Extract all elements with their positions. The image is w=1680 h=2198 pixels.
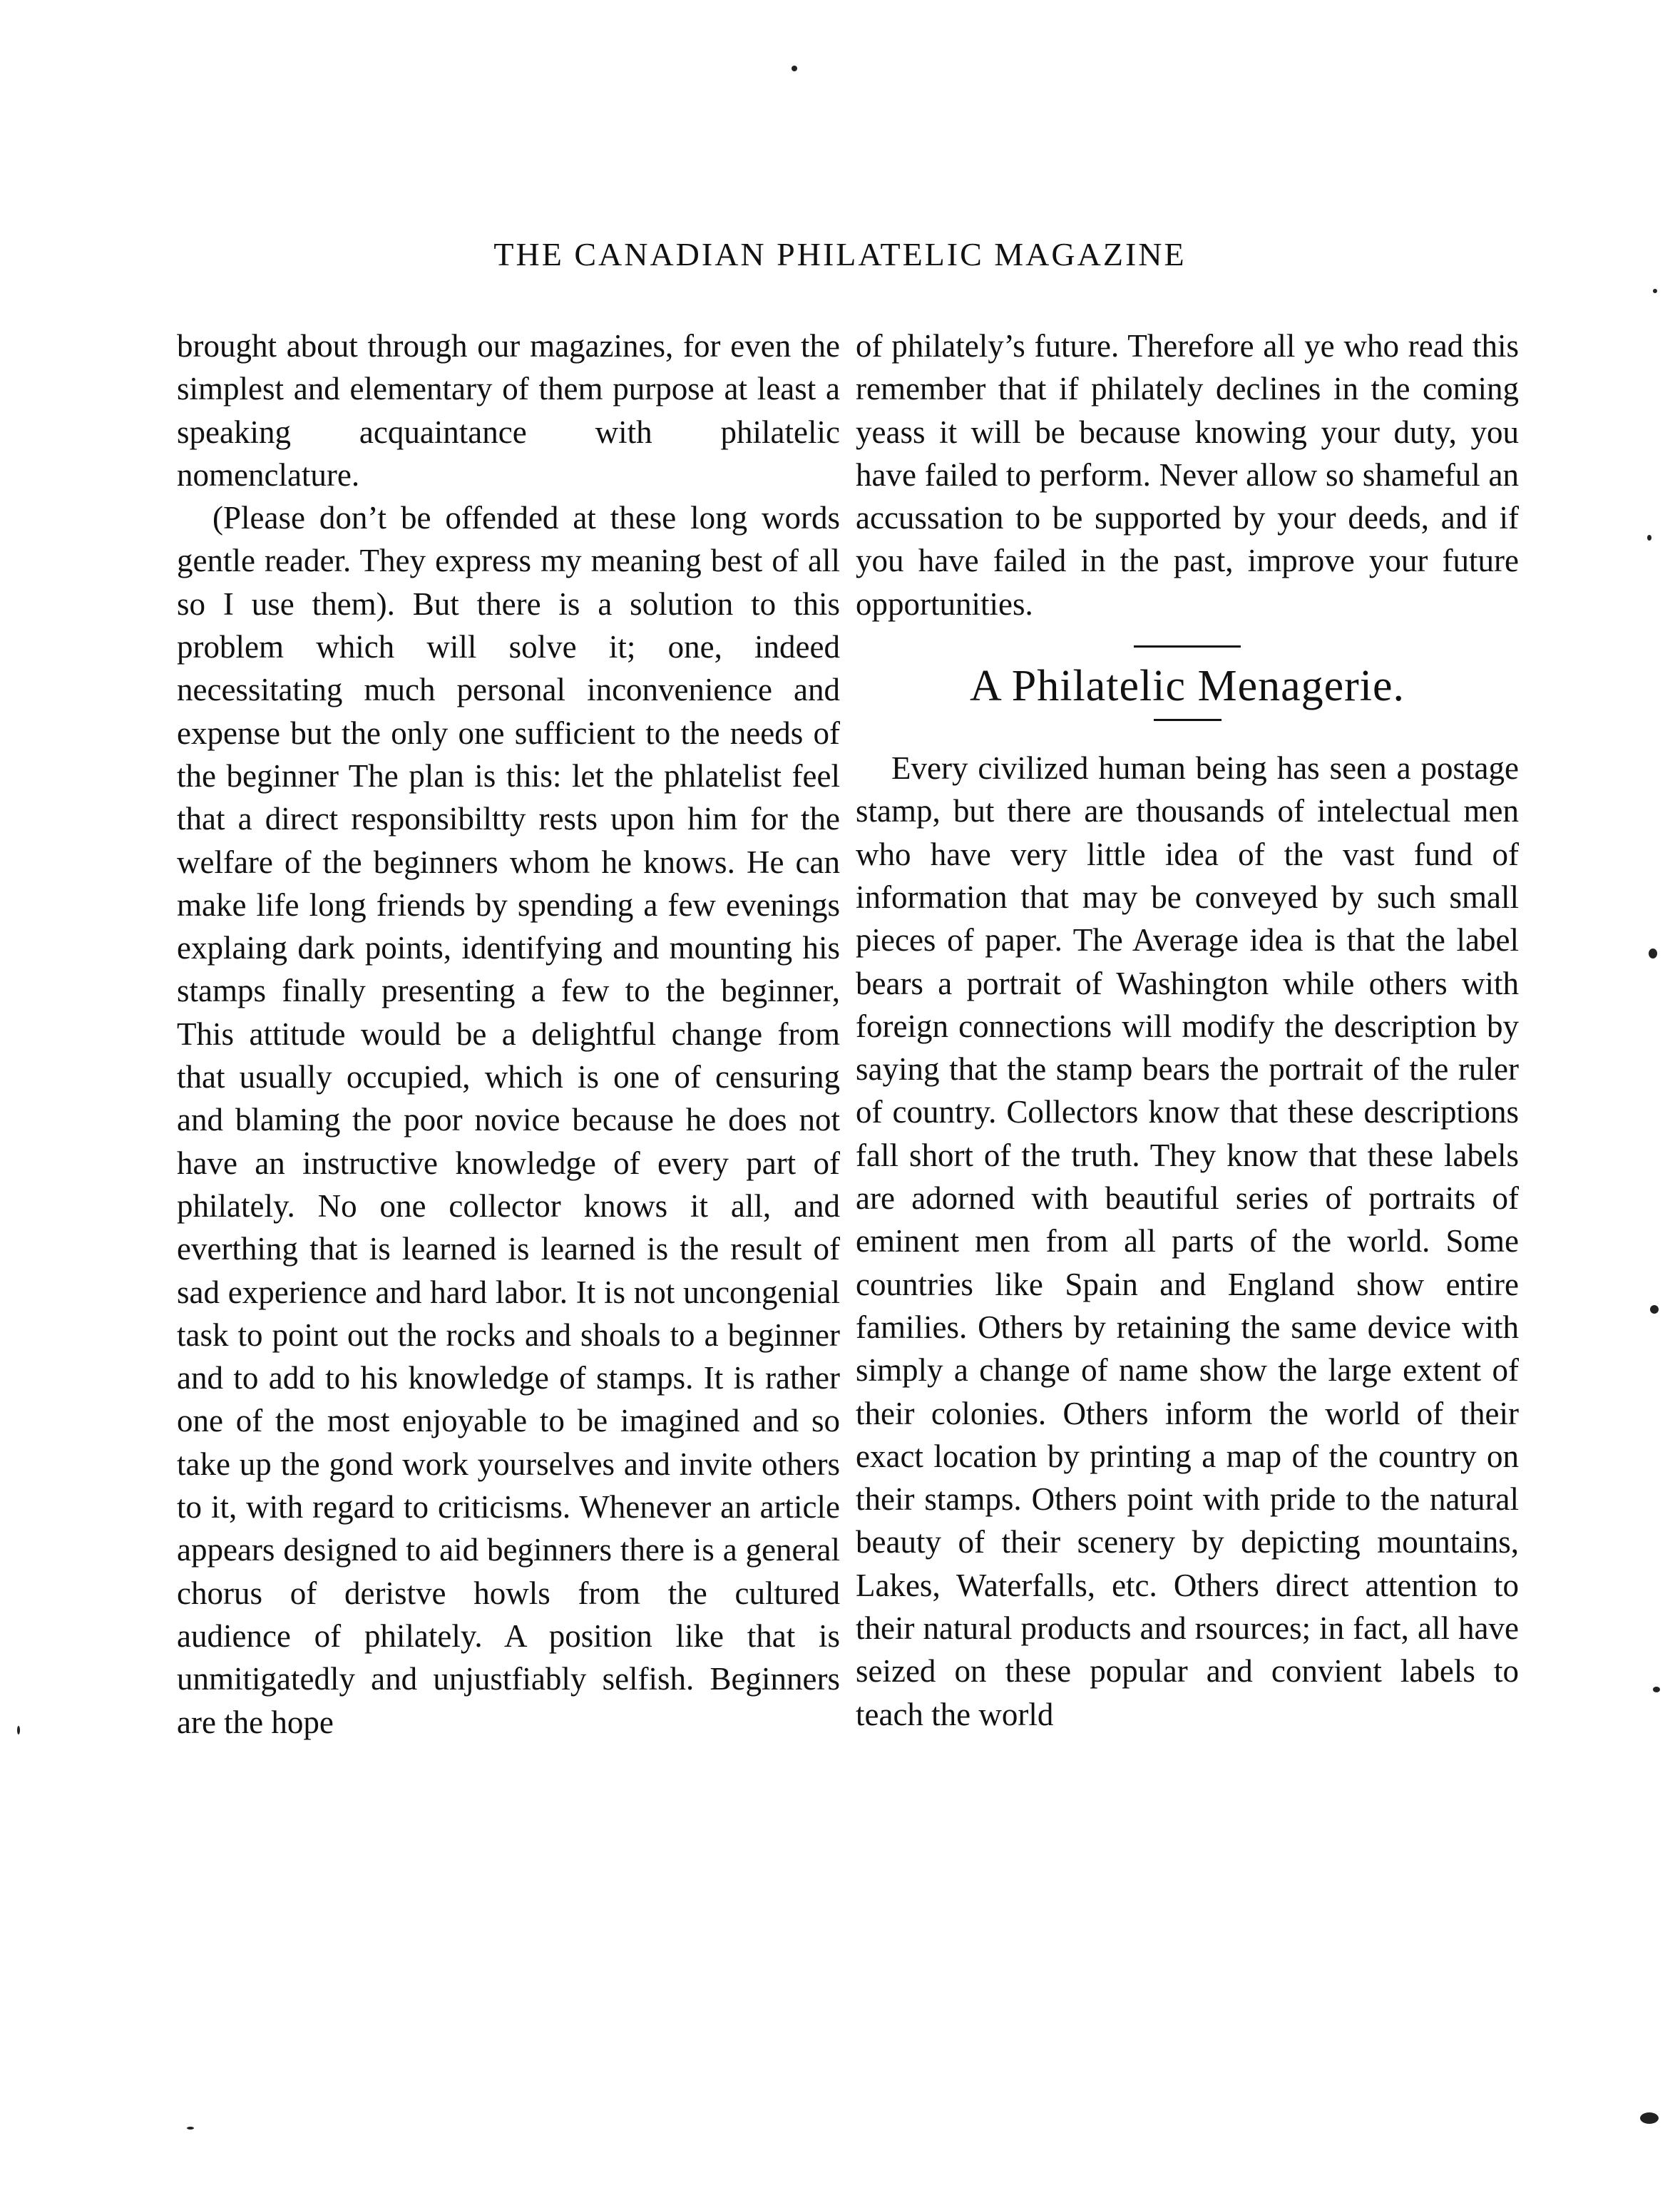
section-rule-bottom <box>1154 719 1221 721</box>
scan-speck <box>1653 1687 1660 1692</box>
running-header: THE CANADIAN PHILATELIC MAGAZINE <box>493 236 1187 272</box>
scan-speck <box>187 2127 194 2130</box>
left-column <box>177 324 840 1744</box>
scan-speck <box>1653 289 1657 293</box>
paragraph: brought about through our magazines, for even the simplest and elementary of them purpose at least a speaking acquaintance with philatelic nomenclature. <box>177 328 840 493</box>
paragraph-continuation: of philately’s future. Therefore all ye who read this remember that if philately declines in the coming yeass it will be because knowing your duty, you have failed to perform. Never allow so shameful an accussation to be supported by your deeds, and if you have failed in the past, improve your future opportunities. <box>856 328 1519 622</box>
scan-speck <box>1640 2112 1659 2124</box>
paragraph: (Please don’t be offended at these long words gentle reader. They express my meaning best of all so I use them). But there is a solution to this problem which will solve it; one, indeed necessitating much personal inconvenience and expense but the only one sufficient to the needs of the beginner The plan is this: let the phlatelist feel that a direct responsibiltty rests upon him for the welfare of the beginners whom he knows. He can make life long friends by spending a few evenings explaing dark points, identifying and mounting his stamps finally presenting a few to the beginner, This attitude would be a delightful change from that usually occupied, which is one of censuring and blaming the poor novice because he does not have an instructive knowledge of every part of philately. No one collector knows it all, and everthing that is learned is learned is the result of sad experience and hard labor. It is not uncongenial task to point out the rocks and shoals to a beginner and to add to his knowledge of stamps. It is rather one of the most enjoyable to be imagined and so take up the gond work yourselves and invite others to it, with regard to criticisms. Whenever an article appears designed to aid beginners there is a general chorus of deristve howls from the cultured audience of philately. A position like that is unmitigatedly and unjustfiably selfish. Beginners are the hope <box>177 500 840 1740</box>
scan-speck <box>792 66 797 71</box>
section-rule-top <box>1134 645 1241 648</box>
scan-speck <box>1650 1305 1659 1314</box>
right-column <box>856 324 1519 1736</box>
scan-speck <box>1649 949 1657 959</box>
scan-speck <box>1647 535 1651 541</box>
section-title: A Philatelic Menagerie. <box>969 662 1405 711</box>
paragraph: Every civilized human being has seen a postage stamp, but there are thousands of intelectual men who have very little idea of the vast fund of information that may be conveyed by such small pieces of paper. The Average idea is that the label bears a portrait of Washington while others with foreign connections will modify the description by saying that the stamp bears the portrait of the ruler of country. Collectors know that these descriptions fall short of the truth. They know that these labels are adorned with beautiful series of portraits of eminent men from all parts of the world. Some countries like Spain and England show entire families. Others by retaining the same device with simply a change of name show the large extent of their colonies. Others inform the world of their exact location by printing a map of the country on their stamps. Others point with pride to the natural beauty of their scenery by depicting mountains, Lakes, Waterfalls, etc. Others direct attention to their natural products and rsources; in fact, all have seized on these popular and convient labels to teach the world <box>856 750 1519 1732</box>
scan-speck <box>17 1726 20 1734</box>
